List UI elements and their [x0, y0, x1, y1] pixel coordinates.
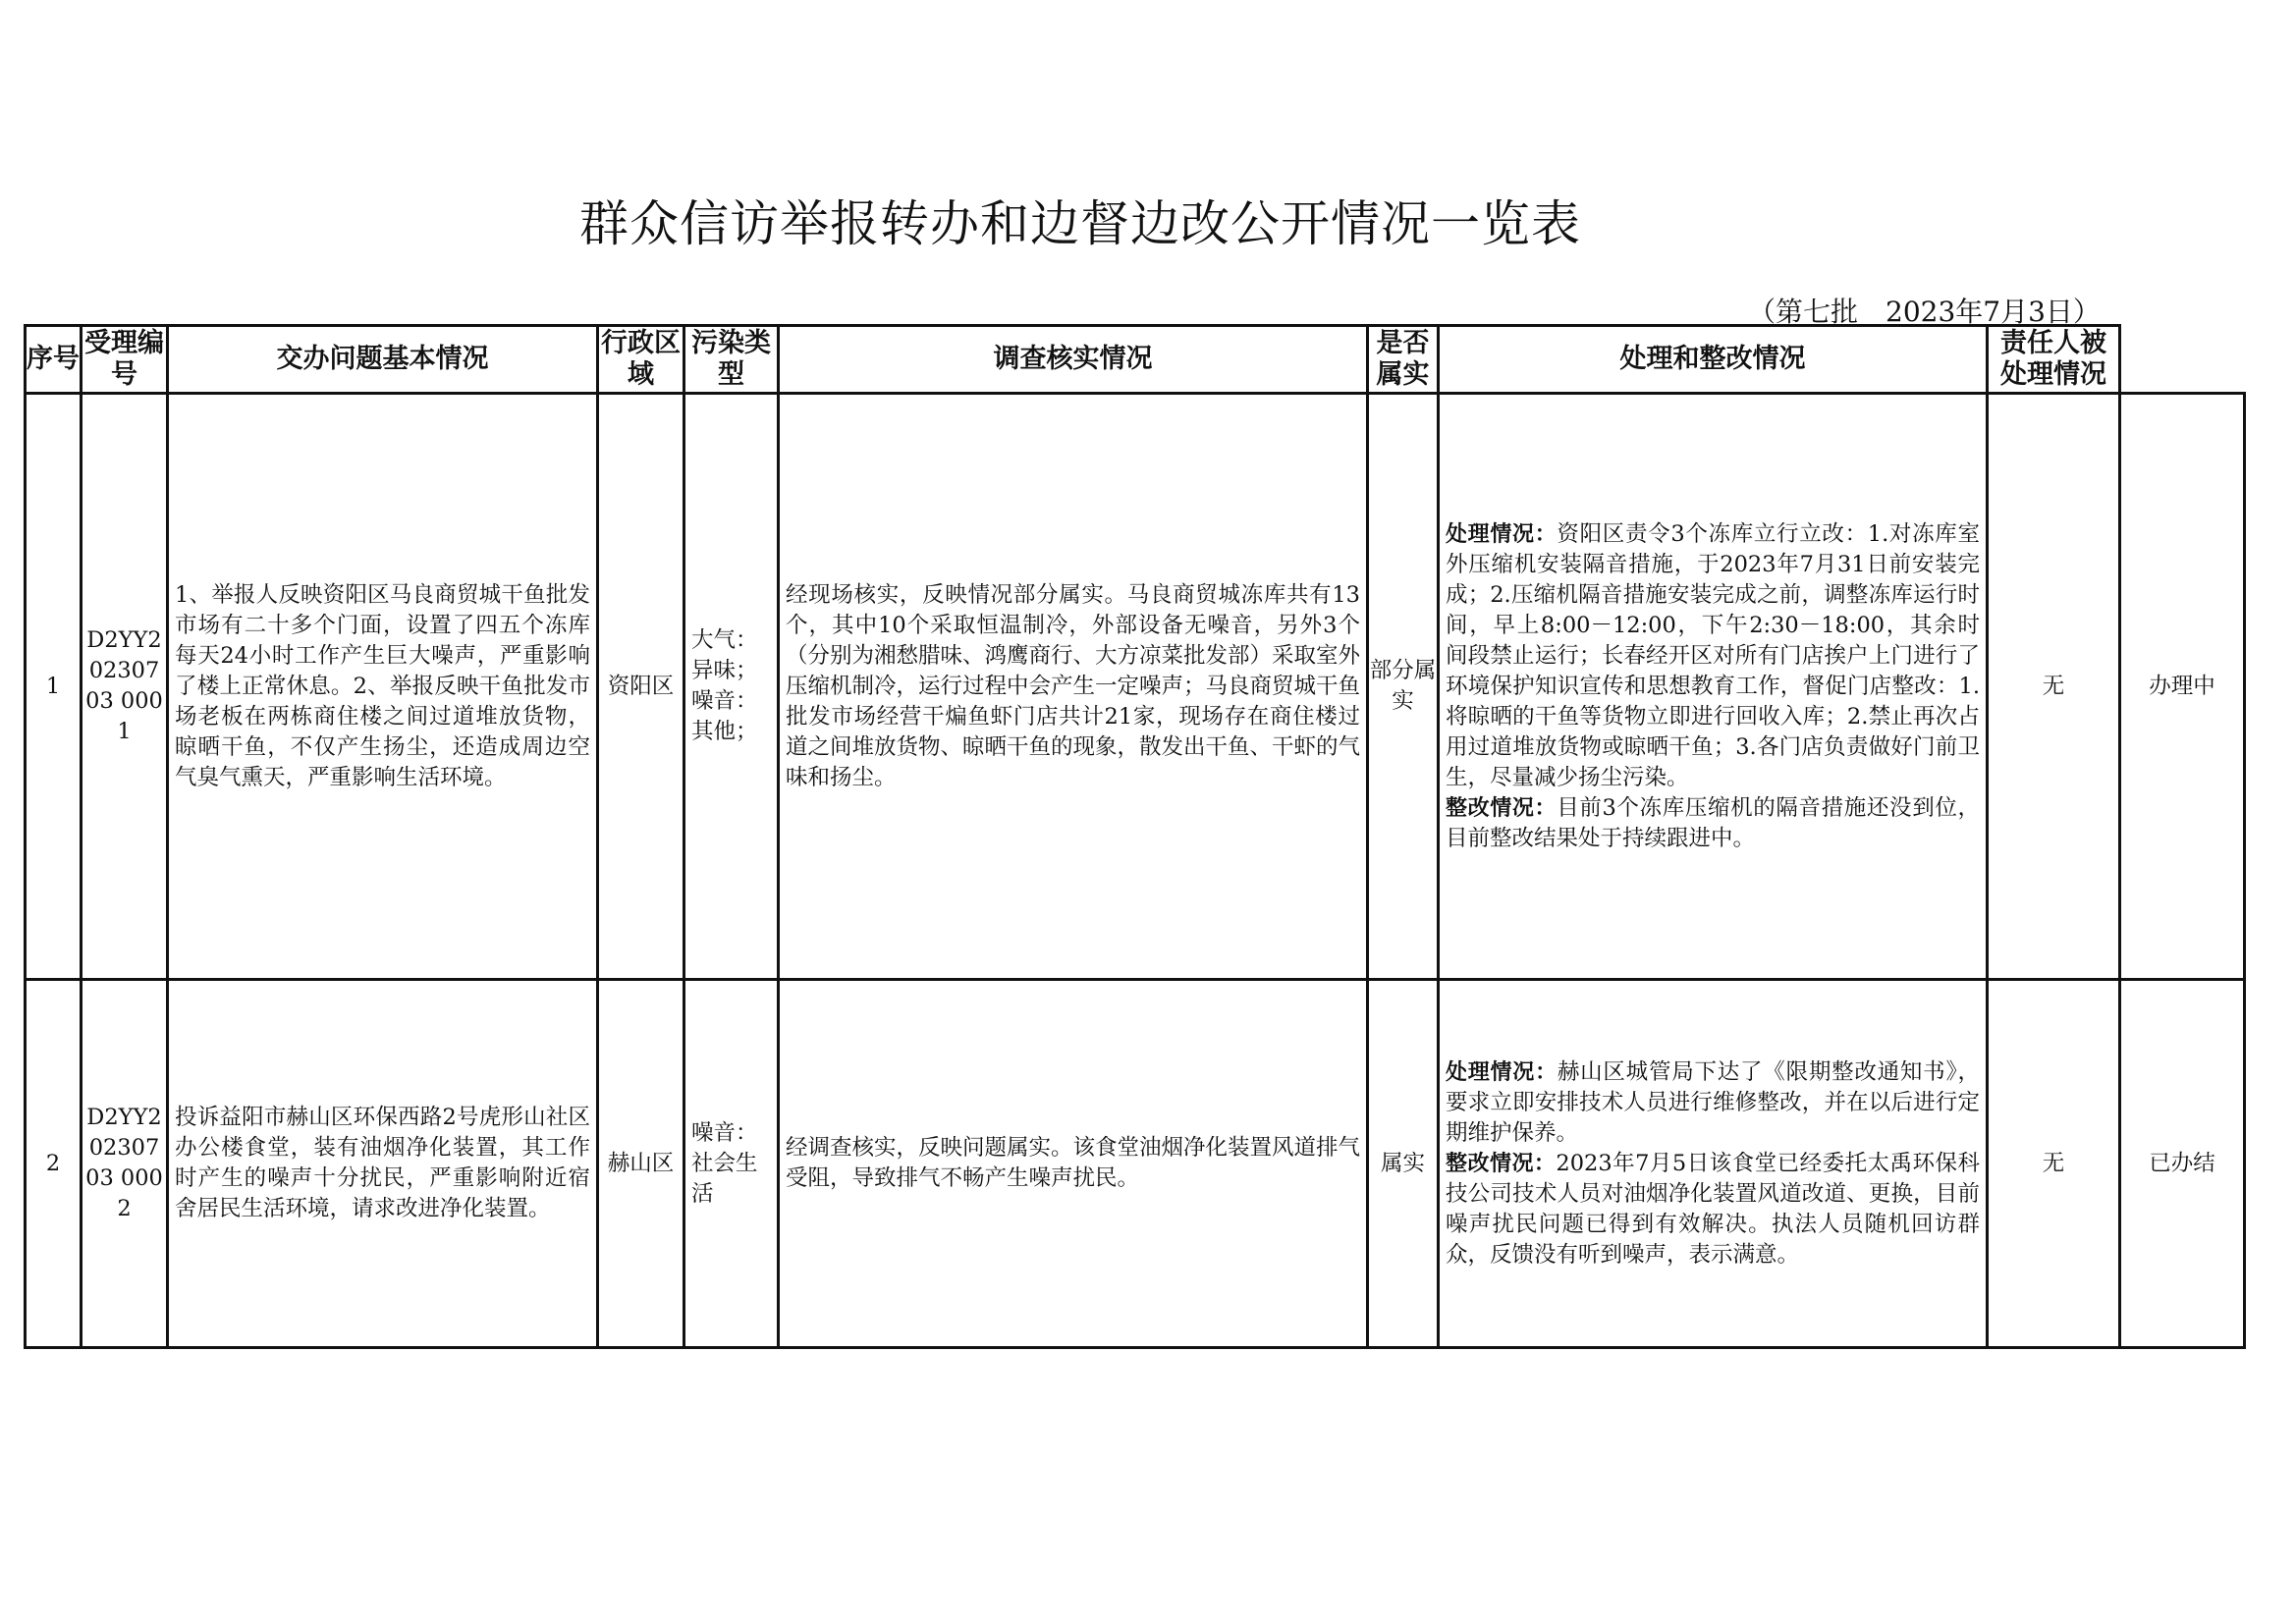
rectification-text: 2023年7月5日该食堂已经委托太禹环保科技公司技术人员对油烟净化装置风道改道、更换，目前噪声扰民问题已得到有效解决。执法人员随机回访群众，反馈没有听到噪声，表示满意。 [1446, 1150, 1980, 1268]
header-status [2120, 326, 2245, 394]
header-code: 受理编号 [82, 326, 168, 394]
row-seq: 1 [26, 394, 82, 980]
batch-date: （第七批 2023年7月3日） [1748, 296, 2101, 328]
rectification-label: 整改情况： [1446, 1151, 1557, 1176]
row-region: 资阳区 [598, 394, 684, 980]
row-handling [1439, 394, 1988, 980]
table-row [26, 394, 2245, 980]
header-pollution: 污染类型 [684, 326, 779, 394]
rectification-label: 整改情况： [1446, 795, 1558, 821]
row-status: 办理中 [2120, 394, 2245, 980]
row-verified: 属实 [1368, 980, 1439, 1348]
header-seq: 序号 [26, 326, 82, 394]
row-pollution: 大气：异味；噪音：其他； [684, 394, 779, 980]
header-region: 行政区域 [598, 326, 684, 394]
handling-label: 处理情况： [1446, 1059, 1558, 1085]
row-issue: 1、举报人反映资阳区马良商贸城干鱼批发市场有二十多个门面，设置了四五个冻库每天24小时工作产生巨大噪声，严重影响了楼上正常休息。2、举报反映干鱼批发市场老板在两栋商住楼之间过道堆放货物，晾晒干鱼，不仅产生扬尘，还造成周边空气臭气熏天，严重影响生活环境。 [168, 394, 598, 980]
row-issue: 投诉益阳市赫山区环保西路2号虎形山社区办公楼食堂，装有油烟净化装置，其工作时产生的噪声十分扰民，严重影响附近宿舍居民生活环境，请求改进净化装置。 [168, 980, 598, 1348]
rectification-text: 目前3个冻库压缩机的隔音措施还没到位，目前整改结果处于持续跟进中。 [1446, 794, 1980, 851]
row-investigation: 经现场核实，反映情况部分属实。马良商贸城冻库共有13个，其中10个采取恒温制冷，外部设备无噪音，另外3个（分别为湘愁腊味、鸿鹰商行、大方凉菜批发部）采取室外压缩机制冷，运行过程中会产生一定噪声；马良商贸城干鱼批发市场经营干煸鱼虾门店共计21家，现场存在商住楼过道之间堆放货物、晾晒干鱼的现象，散发出干鱼、干虾的气味和扬尘。 [779, 394, 1368, 980]
row-seq: 2 [26, 980, 82, 1348]
row-handling [1439, 980, 1988, 1348]
row-pollution: 噪音：社会生活 [684, 980, 779, 1348]
header-verified: 是否属实 [1368, 326, 1439, 394]
row-investigation: 经调查核实，反映问题属实。该食堂油烟净化装置风道排气受阻，导致排气不畅产生噪声扰民。 [779, 980, 1368, 1348]
header-responsible: 责任人被处理情况 [1988, 326, 2120, 394]
handling-label: 处理情况： [1446, 521, 1558, 547]
handling-text: 赫山区城管局下达了《限期整改通知书》，要求立即安排技术人员进行维修整改，并在以后进行定期维护保养。 [1446, 1058, 1980, 1146]
row-responsible: 无 [1988, 980, 2120, 1348]
handling-text: 资阳区责令3个冻库立行立改：1.对冻库室外压缩机安装隔音措施，于2023年7月31日前安装完成；2.压缩机隔音措施安装完成之前，调整冻库运行时间，早上8:00－12:00，下午2:30－18:00，其余时间段禁止运行；长春经开区对所有门店挨户上门进行了环境保护知识宣传和思想教育工作，督促门店整改：1.将晾晒的干鱼等货物立即进行回收入库；2.禁止再次占用过道堆放货物或晾晒干鱼；3.各门店负责做好门前卫生，尽量减少扬尘污染。 [1446, 520, 1980, 790]
header-issue: 交办问题基本情况 [168, 326, 598, 394]
row-status: 已办结 [2120, 980, 2245, 1348]
header-handling: 处理和整改情况 [1439, 326, 1988, 394]
complaint-table [24, 324, 2246, 1349]
table-row [26, 980, 2245, 1348]
row-code: D2YY20230703 0001 [82, 394, 168, 980]
header-investigation: 调查核实情况 [779, 326, 1368, 394]
page-title: 群众信访举报转办和边督边改公开情况一览表 [579, 195, 1581, 252]
row-region: 赫山区 [598, 980, 684, 1348]
row-responsible: 无 [1988, 394, 2120, 980]
row-verified: 部分属实 [1368, 394, 1439, 980]
table-header-row [26, 326, 2245, 394]
row-code: D2YY20230703 0002 [82, 980, 168, 1348]
